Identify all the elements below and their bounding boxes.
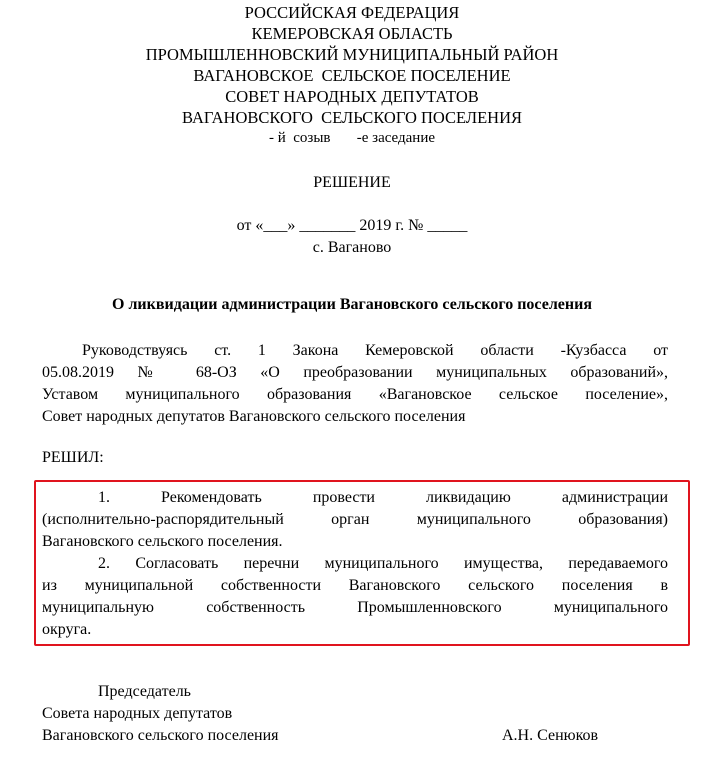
resolved-label: РЕШИЛ: xyxy=(42,449,104,466)
header-line-district: ПРОМЫШЛЕННОВСКИЙ МУНИЦИПАЛЬНЫЙ РАЙОН xyxy=(145,45,559,64)
document-header xyxy=(0,2,704,149)
preamble-line: 05.08.2019 № 68-ОЗ «О преобразовании муниципальных образований», xyxy=(42,364,668,381)
signature-block xyxy=(42,681,668,747)
resolution-item-1 xyxy=(42,487,668,553)
signature-position-text: Вагановского сельского поселения xyxy=(42,727,279,744)
signature-position-line-1: Председатель xyxy=(98,683,191,700)
decision-place: с. Ваганово xyxy=(312,239,392,256)
preamble-line: Совет народных депутатов Вагановского сельского поселения xyxy=(42,408,466,425)
header-line-settlement: ВАГАНОВСКОЕ СЕЛЬСКОЕ ПОСЕЛЕНИЕ xyxy=(193,66,511,85)
decision-subject: О ликвидации администрации Вагановского сельского поселения xyxy=(112,296,592,313)
header-session-line: - й созыв -е заседание xyxy=(268,130,436,146)
signature-position-line-3 xyxy=(42,725,668,747)
item-line: 2. Согласовать перечни муниципального имущества, передаваемого xyxy=(98,555,668,572)
signatory-name: А.Н. Сенюков xyxy=(502,727,599,744)
item-line: Вагановского сельского поселения. xyxy=(42,533,283,550)
header-line-council-settlement: ВАГАНОВСКОГО СЕЛЬСКОГО ПОСЕЛЕНИЯ xyxy=(182,108,522,127)
header-line-region: КЕМЕРОВСКАЯ ОБЛАСТЬ xyxy=(251,24,453,43)
header-line-council: СОВЕТ НАРОДНЫХ ДЕПУТАТОВ xyxy=(225,87,479,106)
preamble-line: Уставом муниципального образования «Вагановское сельское поселение», xyxy=(42,386,668,403)
item-line: округа. xyxy=(42,621,92,638)
decision-title: РЕШЕНИЕ xyxy=(313,174,391,191)
preamble-line: Руководствуясь ст. 1 Закона Кемеровской области -Кузбасса от xyxy=(82,342,668,359)
resolution-items xyxy=(42,487,668,641)
preamble-paragraph xyxy=(42,340,668,428)
signature-position-line-2: Совета народных депутатов xyxy=(42,705,233,722)
item-line: из муниципальной собственности Вагановского сельского поселения в xyxy=(42,577,668,594)
resolution-item-2 xyxy=(42,553,668,641)
item-line: муниципальную собственность Промышленновского муниципального xyxy=(42,599,668,616)
item-line: (исполнительно-распорядительный орган муниципального образования) xyxy=(42,511,668,528)
item-line: 1. Рекомендовать провести ликвидацию администрации xyxy=(98,489,668,506)
decision-date-line: от «___» _______ 2019 г. № _____ xyxy=(236,217,468,234)
header-line-country: РОССИЙСКАЯ ФЕДЕРАЦИЯ xyxy=(244,3,460,22)
